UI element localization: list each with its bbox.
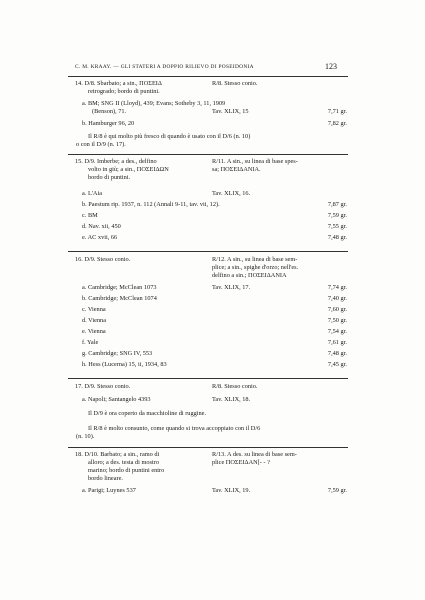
specimen-entry: e. Vienna [82, 328, 106, 335]
page-number: 123 [325, 62, 337, 71]
specimen-weight: 7,71 gr. [327, 108, 347, 115]
specimen-weight: 7,45 gr. [327, 361, 347, 368]
plate-reference: Tav. XLIX, 18. [212, 396, 251, 403]
specimen-weight: 7,50 gr. [327, 317, 347, 324]
plate-reference: Tav. XLIX, 16. [212, 190, 251, 197]
specimen-entry: a. Napoli; Santangelo 4393 [82, 396, 151, 403]
plate-reference: Tav. XLIX, 15 [212, 108, 249, 115]
entry-divider [68, 447, 348, 448]
specimen-weight: 7,59 gr. [327, 212, 347, 219]
commentary-note: Il R/8 è molto consunto, come quando si trova accoppiato con il D/6 [88, 425, 261, 432]
obverse-description: bordo lineare. [88, 475, 123, 482]
plate-reference: Tav. XLIX, 17. [212, 284, 251, 291]
obverse-description: volto in giù; a sin., ΠΟΣΕΙΔΩΝ [88, 166, 169, 173]
obverse-description: marino; bordo di puntini entro [88, 467, 165, 474]
specimen-entry: a. L'Aia [82, 190, 103, 197]
obverse-description: bordo di puntini. [88, 174, 131, 181]
specimen-entry: d. Vienna [82, 317, 106, 324]
obverse-description: 18. D/10. Barbato; a sin., ramo di [75, 451, 160, 458]
specimen-weight: 7,55 gr. [327, 223, 347, 230]
obverse-description: 15. D/9. Imberbe; a des., delfino [75, 158, 157, 165]
specimen-entry: b. Hamburger 96, 20 [82, 120, 135, 127]
specimen-weight: 7,74 gr. [327, 284, 347, 291]
commentary-note: (n. 10). [76, 433, 95, 440]
specimen-entry: a. BM; SNG II (Lloyd), 439; Evans; Sotheby 3, 11, 1909 [82, 100, 226, 107]
specimen-weight: 7,82 gr. [327, 120, 347, 127]
specimen-weight: 7,61 gr. [327, 339, 347, 346]
specimen-entry: h. Hess (Lucerna) 15, ii, 1934, 83 [82, 361, 167, 368]
specimen-entry: (Benson), 71. [92, 108, 127, 115]
reverse-description: R/13. A des. su linea di base sem- [212, 451, 297, 458]
specimen-weight: 7,59 gr. [327, 487, 347, 494]
commentary-note: Il R/8 è qui molto più fresco di quando è usato con il D/6 (n. 10) [88, 133, 251, 140]
entry-divider [68, 251, 348, 252]
specimen-entry: a. Cambridge; McClean 1073 [82, 284, 157, 291]
reverse-description: R/11. A sin., su linea di base spes- [212, 158, 298, 165]
obverse-description: 17. D/9. Stesso conio. [75, 383, 131, 390]
specimen-weight: 7,48 gr. [327, 234, 347, 241]
specimen-entry: f. Yale [82, 339, 99, 346]
reverse-description: delfino a sin.; ΠΟΣΕΙΔΑΝΙΑ [212, 272, 287, 279]
obverse-description: alloro; a des. testa di mostro [88, 459, 159, 466]
specimen-weight: 7,48 gr. [327, 350, 347, 357]
obverse-description: 16. D/9. Stesso conio. [75, 256, 131, 263]
commentary-note: o con il D/9 (n. 17). [76, 141, 126, 148]
specimen-entry: a. Parigi; Luynes 537 [82, 487, 136, 494]
reverse-description: plice ΠΟΣΕΙΔΑΝ[- - ? [212, 459, 270, 466]
specimen-weight: 7,54 gr. [327, 328, 347, 335]
reverse-description: R/12. A sin., su linea di base sem- [212, 256, 298, 263]
plate-reference: Tav. XLIX, 19. [212, 487, 251, 494]
entry-divider [68, 154, 348, 155]
obverse-description: 14. D/8. Sbarbato; a sin., ΠΟΣΕΙΔ [75, 80, 162, 87]
reverse-description: plice; a sin., spighe d'orzo; nell'es. [212, 264, 299, 271]
running-title: C. M. KRAAY. — GLI STATERI A DOPPIO RILIEVO DI POSEIDONIA [75, 64, 254, 70]
entry-divider [68, 76, 348, 77]
specimen-entry: c. BM [82, 212, 98, 219]
specimen-entry: b. Cambridge; McClean 1074 [82, 295, 157, 302]
specimen-weight: 7,40 gr. [327, 295, 347, 302]
specimen-entry: g. Cambridge; SNG IV, 553 [82, 350, 153, 357]
obverse-description: retrogrado; bordo di puntini. [88, 88, 160, 95]
specimen-entry: c. Vienna [82, 306, 106, 313]
specimen-weight: 7,87 gr. [327, 201, 347, 208]
specimen-entry: b. Paestum rip. 1937, n. 112 (Annali 9-11, tav. vii, 12). [82, 201, 220, 208]
reverse-description: sa; ΠΟΣΕΙΔΑΝΙΑ. [212, 166, 261, 173]
specimen-entry: d. Nav. xii, 450 [82, 223, 121, 230]
reverse-description: R/8. Stesso conio. [212, 383, 258, 390]
specimen-entry: e. AC xvii, 66 [82, 234, 118, 241]
reverse-description: R/8. Stesso conio. [212, 80, 258, 87]
specimen-weight: 7,60 gr. [327, 306, 347, 313]
commentary-note: Il D/9 è ora coperto da macchioline di ruggine. [88, 410, 207, 417]
entry-divider [68, 378, 348, 379]
